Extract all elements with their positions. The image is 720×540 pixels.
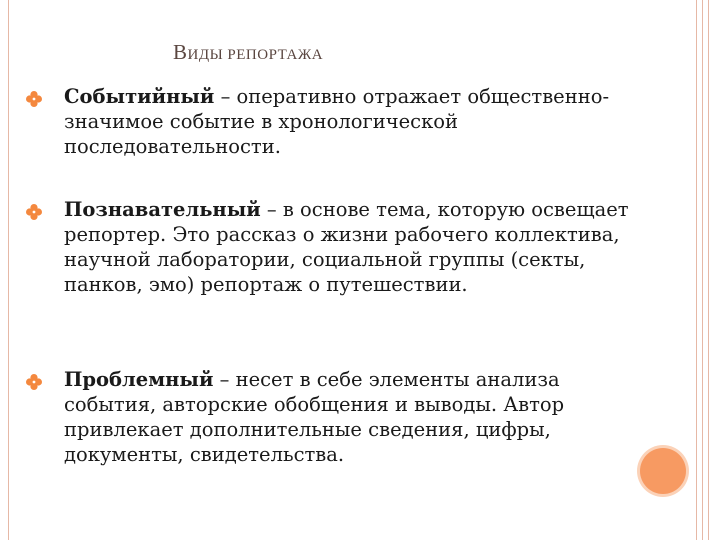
clover-bullet-icon [25,90,43,108]
title-first-letter: В [173,40,188,64]
slide-title [173,40,323,65]
item-term: Познавательный [64,198,261,221]
frame-line-right-1 [696,0,697,540]
clover-bullet-icon [25,203,43,221]
frame-line-left [8,0,9,540]
list-item [64,367,644,467]
item-text: – несет в себе элементы анализа события, авторские обобщения и выводы. Автор привлекает дополнительные сведения, цифры, документы, свидетельства. [64,368,565,466]
item-text: – в основе тема, которую освещает репортер. Это рассказ о жизни рабочего коллектива, научной лаборатории, социальной группы (секты, панков, эмо) репортаж о путешествии. [64,198,629,296]
item-text: – оперативно отражает общественно-значимое событие в хронологической последовательности. [64,85,610,158]
list-item [64,197,644,297]
frame-line-right-3 [708,0,709,540]
item-term: Проблемный [64,368,214,391]
title-rest: ИДЫ РЕПОРТАЖА [187,47,324,63]
clover-bullet-icon [25,373,43,391]
item-term: Событийный [64,85,215,108]
list-item [64,84,644,159]
orange-circle-icon [640,448,686,494]
frame-line-right-2 [702,0,703,540]
